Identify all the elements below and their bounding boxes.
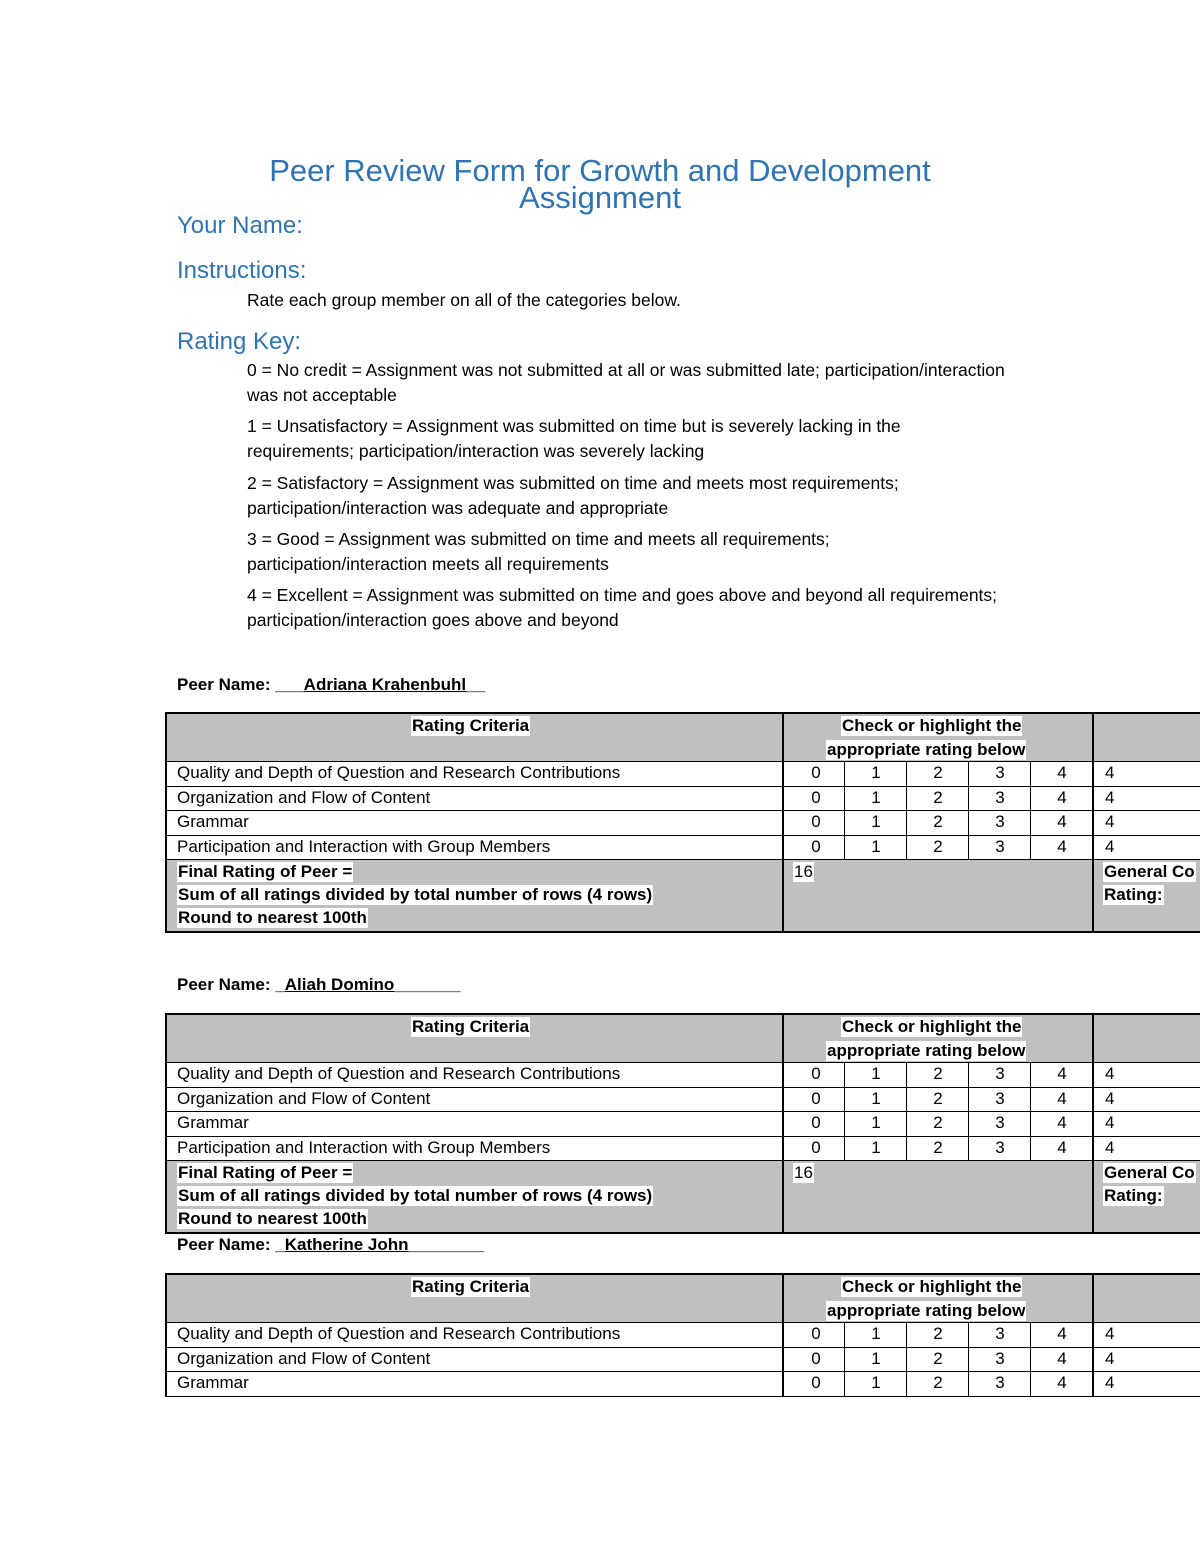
rating-option-0[interactable]: 0: [811, 1324, 821, 1343]
table-header-row: [167, 714, 1200, 762]
rating-option-0[interactable]: 0: [811, 1137, 821, 1157]
rating-key-item-3: 3 = Good = Assignment was submitted on time and meets all requirements; participation/interaction meets all requirements: [247, 529, 830, 574]
criteria-score: 4: [1105, 1113, 1115, 1132]
rating-option-4[interactable]: 4: [1057, 1064, 1067, 1083]
rating-option-3[interactable]: 3: [995, 1348, 1005, 1368]
rating-option-0[interactable]: 0: [811, 1088, 821, 1108]
peer-name-prefix: ___: [275, 675, 304, 694]
table-divider: [906, 762, 907, 860]
peer-name-prefix: _: [275, 975, 285, 994]
rating-option-2[interactable]: 2: [933, 787, 943, 807]
rating-key-item-4: 4 = Excellent = Assignment was submitted on time and goes above and beyond all requirements; participation/interaction goes above and beyond: [247, 585, 998, 630]
rating-option-3[interactable]: 3: [995, 763, 1005, 782]
rating-key-item-0: 0 = No credit = Assignment was not submitted at all or was submitted late; participation/interaction was not acceptable: [247, 360, 1005, 405]
rating-option-0[interactable]: 0: [811, 1064, 821, 1083]
criteria-score: 4: [1105, 1348, 1115, 1368]
check-header-line2: appropriate rating below: [827, 1301, 1026, 1320]
criteria-name: Grammar: [177, 1113, 249, 1132]
rating-table: [165, 1273, 1200, 1397]
criteria-score: 4: [1105, 836, 1115, 856]
instructions-heading: Instructions:: [177, 257, 307, 284]
check-header-line1: Check or highlight the: [842, 716, 1022, 735]
rating-option-3[interactable]: 3: [995, 1137, 1005, 1157]
rating-table: [165, 1013, 1200, 1234]
rating-option-2[interactable]: 2: [933, 812, 943, 831]
table-row: [167, 1137, 1200, 1162]
criteria-score: 4: [1105, 1373, 1115, 1392]
table-divider: [1092, 1275, 1094, 1397]
your-name-label: Your Name:: [177, 212, 303, 239]
rating-option-4[interactable]: 4: [1057, 1324, 1067, 1343]
final-score: 16: [794, 1163, 813, 1182]
rating-option-0[interactable]: 0: [811, 836, 821, 856]
table-divider: [906, 1063, 907, 1161]
table-header-row: [167, 1015, 1200, 1063]
rating-option-0[interactable]: 0: [811, 1348, 821, 1368]
criteria-score: 4: [1105, 1324, 1115, 1343]
rating-option-1[interactable]: 1: [871, 787, 881, 807]
rating-key-item-2: 2 = Satisfactory = Assignment was submitted on time and meets most requirements; participation/interaction was adequate and appropriate: [247, 473, 899, 518]
rating-option-2[interactable]: 2: [933, 1373, 943, 1392]
table-row: [167, 1112, 1200, 1137]
rating-option-4[interactable]: 4: [1057, 1137, 1067, 1157]
criteria-name: Quality and Depth of Question and Research Contributions: [177, 1324, 621, 1343]
rating-option-4[interactable]: 4: [1057, 1113, 1067, 1132]
rating-option-1[interactable]: 1: [871, 1113, 881, 1132]
rating-option-4[interactable]: 4: [1057, 812, 1067, 831]
criteria-score: 4: [1105, 1088, 1115, 1108]
check-header-line1: Check or highlight the: [842, 1277, 1022, 1296]
final-rating-line1: Final Rating of Peer =: [178, 862, 353, 881]
rating-option-3[interactable]: 3: [995, 1113, 1005, 1132]
page-title: Peer Review Form for Growth and Development Assignment: [269, 153, 931, 215]
final-score: 16: [794, 862, 813, 881]
rating-option-3[interactable]: 3: [995, 1324, 1005, 1343]
rating-option-2[interactable]: 2: [933, 1088, 943, 1108]
table-row: [167, 1063, 1200, 1088]
table-row: [167, 787, 1200, 812]
rating-option-4[interactable]: 4: [1057, 787, 1067, 807]
rating-option-1[interactable]: 1: [871, 763, 881, 782]
rating-option-2[interactable]: 2: [933, 763, 943, 782]
rating-criteria-header: Rating Criteria: [412, 716, 530, 735]
peer-name-suffix: ________: [408, 1235, 485, 1254]
table-row: [167, 1323, 1200, 1348]
criteria-name: Quality and Depth of Question and Research Contributions: [177, 1064, 621, 1083]
rating-option-3[interactable]: 3: [995, 1373, 1005, 1392]
general-comments-label: General Co: [1104, 862, 1195, 881]
criteria-name: Participation and Interaction with Group Members: [177, 1137, 551, 1157]
table-divider: [1030, 1323, 1031, 1397]
rating-label: Rating:: [1104, 1186, 1163, 1205]
peer-name-value: Adriana Krahenbuhl: [303, 675, 467, 694]
peer-name-suffix: _______: [394, 975, 461, 994]
rating-criteria-header: Rating Criteria: [412, 1017, 530, 1036]
final-rating-line2: Sum of all ratings divided by total number of rows (4 rows): [178, 1186, 653, 1205]
table-divider: [1092, 1015, 1094, 1234]
rating-option-2[interactable]: 2: [933, 836, 943, 856]
rating-option-0[interactable]: 0: [811, 763, 821, 782]
final-rating-line3: Round to nearest 100th: [178, 908, 367, 927]
criteria-name: Quality and Depth of Question and Research Contributions: [177, 763, 621, 782]
rating-option-3[interactable]: 3: [995, 812, 1005, 831]
rating-option-1[interactable]: 1: [871, 1324, 881, 1343]
peer-name-label: [177, 1235, 484, 1255]
criteria-name: Organization and Flow of Content: [177, 1348, 431, 1368]
table-divider: [968, 762, 969, 860]
final-rating-line1: Final Rating of Peer =: [178, 1163, 353, 1182]
rating-option-4[interactable]: 4: [1057, 836, 1067, 856]
table-row: [167, 1372, 1200, 1397]
rating-option-3[interactable]: 3: [995, 1088, 1005, 1108]
table-row: [167, 836, 1200, 861]
rating-option-0[interactable]: 0: [811, 1113, 821, 1132]
rating-option-1[interactable]: 1: [871, 1064, 881, 1083]
criteria-score: 4: [1105, 1064, 1115, 1083]
rating-option-1[interactable]: 1: [871, 1137, 881, 1157]
rating-option-2[interactable]: 2: [933, 1137, 943, 1157]
rating-option-3[interactable]: 3: [995, 1064, 1005, 1083]
table-divider: [1030, 1063, 1031, 1161]
final-rating-row: [167, 1161, 1200, 1234]
table-row: [167, 762, 1200, 787]
table-divider: [1030, 762, 1031, 860]
table-divider: [782, 714, 784, 933]
rating-option-2[interactable]: 2: [933, 1348, 943, 1368]
rating-option-2[interactable]: 2: [933, 1324, 943, 1343]
rating-option-0[interactable]: 0: [811, 812, 821, 831]
table-divider: [844, 762, 845, 860]
table-divider: [1092, 714, 1094, 933]
peer-name-caption: Peer Name:: [177, 1235, 271, 1254]
table-row: [167, 1348, 1200, 1373]
rating-table: [165, 712, 1200, 933]
instructions-text: Rate each group member on all of the categories below.: [247, 290, 681, 310]
criteria-score: 4: [1105, 812, 1115, 831]
peer-name-prefix: _: [275, 1235, 285, 1254]
rating-key-heading: Rating Key:: [177, 328, 302, 355]
rating-option-4[interactable]: 4: [1057, 1373, 1067, 1392]
criteria-name: Participation and Interaction with Group Members: [177, 836, 551, 856]
table-divider: [782, 1015, 784, 1234]
table-divider: [844, 1063, 845, 1161]
peer-name-value: Katherine John: [284, 1235, 409, 1254]
peer-name-caption: Peer Name:: [177, 675, 271, 694]
criteria-name: Grammar: [177, 1373, 249, 1392]
rating-option-4[interactable]: 4: [1057, 1088, 1067, 1108]
rating-criteria-header: Rating Criteria: [412, 1277, 530, 1296]
rating-option-1[interactable]: 1: [871, 1348, 881, 1368]
final-rating-line2: Sum of all ratings divided by total number of rows (4 rows): [178, 885, 653, 904]
criteria-name: Grammar: [177, 812, 249, 831]
peer-name-value: Aliah Domino: [284, 975, 395, 994]
criteria-name: Organization and Flow of Content: [177, 787, 431, 807]
table-divider: [782, 1275, 784, 1397]
rating-key-item-1: 1 = Unsatisfactory = Assignment was submitted on time but is severely lacking in the requirements; participation/interaction was severely lacking: [247, 416, 901, 461]
criteria-score: 4: [1105, 787, 1115, 807]
rating-option-2[interactable]: 2: [933, 1064, 943, 1083]
check-header-line1: Check or highlight the: [842, 1017, 1022, 1036]
table-divider: [906, 1323, 907, 1397]
criteria-name: Organization and Flow of Content: [177, 1088, 431, 1108]
table-divider: [968, 1323, 969, 1397]
rating-label: Rating:: [1104, 885, 1163, 904]
table-row: [167, 811, 1200, 836]
table-divider: [968, 1063, 969, 1161]
criteria-score: 4: [1105, 1137, 1115, 1157]
final-rating-line3: Round to nearest 100th: [178, 1209, 367, 1228]
general-comments-label: General Co: [1104, 1163, 1195, 1182]
peer-name-suffix: __: [466, 675, 486, 694]
rating-option-4[interactable]: 4: [1057, 763, 1067, 782]
check-header-line2: appropriate rating below: [827, 1041, 1026, 1060]
peer-name-label: [177, 975, 461, 995]
criteria-score: 4: [1105, 763, 1115, 782]
peer-name-label: [177, 675, 485, 695]
rating-option-1[interactable]: 1: [871, 1373, 881, 1392]
table-row: [167, 1088, 1200, 1113]
rating-option-3[interactable]: 3: [995, 787, 1005, 807]
check-header-line2: appropriate rating below: [827, 740, 1026, 759]
rating-option-4[interactable]: 4: [1057, 1348, 1067, 1368]
rating-option-0[interactable]: 0: [811, 1373, 821, 1392]
rating-option-3[interactable]: 3: [995, 836, 1005, 856]
final-rating-row: [167, 860, 1200, 933]
rating-option-1[interactable]: 1: [871, 1088, 881, 1108]
table-header-row: [167, 1275, 1200, 1323]
rating-option-0[interactable]: 0: [811, 787, 821, 807]
rating-option-1[interactable]: 1: [871, 836, 881, 856]
peer-name-caption: Peer Name:: [177, 975, 271, 994]
rating-option-1[interactable]: 1: [871, 812, 881, 831]
rating-option-2[interactable]: 2: [933, 1113, 943, 1132]
table-divider: [844, 1323, 845, 1397]
